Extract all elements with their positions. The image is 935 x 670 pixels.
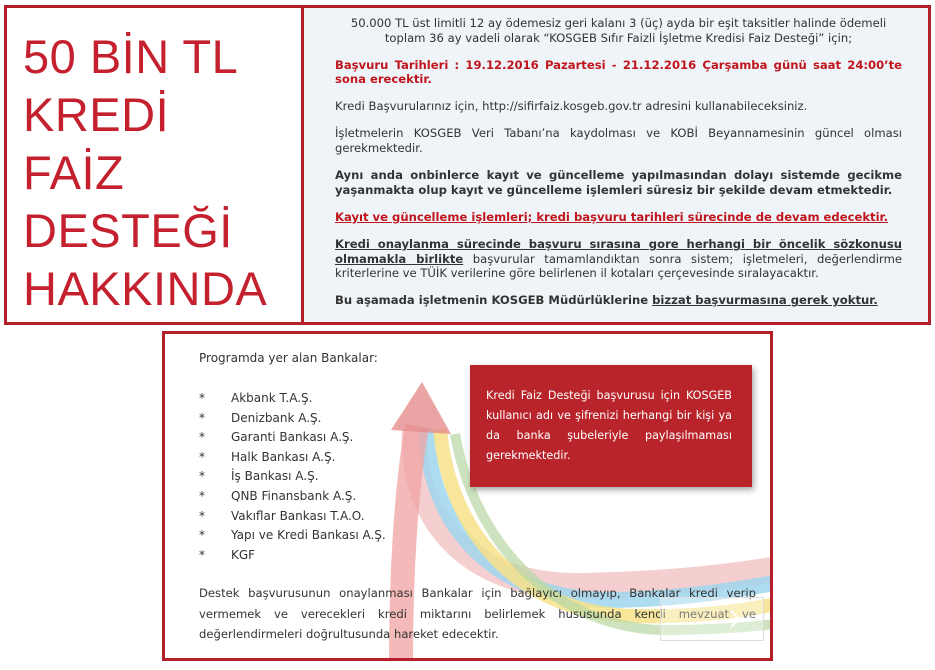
list-item (199, 428, 386, 448)
title-panel (7, 8, 304, 322)
list-item (199, 448, 386, 468)
approval-note-rest: başvurular tamamlandıktan sonra sistem; işletmeleri, değerlendirme kriterlerine ve TÜİK verilerine göre belirlenen il kotaları çerçevesinde sıralayacaktır. (335, 251, 902, 281)
bank-name: Halk Bankası A.Ş. (231, 449, 336, 464)
bank-name: Garanti Bankası A.Ş. (231, 430, 354, 445)
bank-name: Denizbank A.Ş. (231, 410, 322, 425)
bank-name: Yapı ve Kredi Bankası A.Ş. (231, 528, 386, 543)
title-line: DESTEĞİ (23, 204, 233, 257)
info-panel (4, 5, 931, 325)
bullet: * (199, 547, 205, 562)
list-item (199, 546, 386, 566)
bullet: * (199, 449, 205, 464)
title-line: 50 BİN TL (23, 30, 239, 83)
bullet: * (199, 430, 205, 445)
title-line: FAİZ (23, 146, 125, 199)
bank-list (199, 389, 386, 565)
list-item (199, 487, 386, 507)
no-visit-note-bold: Bu aşamada işletmenin KOSGEB Müdürlüklerine (335, 293, 653, 308)
list-item (199, 467, 386, 487)
bullet: * (199, 469, 205, 484)
list-item (199, 389, 386, 409)
warning-text: Kredi Faiz Desteği başvurusu için KOSGEB kullanıcı adı ve şifrenizi herhangi bir kişi ya da banka şubeleriyle paylaşılmaması gerekmektedir. (486, 389, 732, 462)
intro-paragraph: 50.000 TL üst limitli 12 ay ödemesiz geri kalanı 3 (üç) ayda bir eşit taksitler halinde ödemeli toplam 36 ay vadeli olarak “KOSGEB Sıfır Faizli İşletme Kredisi Faiz Desteği” için; (350, 16, 887, 45)
page-title (23, 28, 267, 318)
application-url-note: Kredi Başvurularınız için, http://sifirfaiz.kosgeb.gov.tr adresini kullanabileceksiniz. (335, 99, 808, 114)
bullet: * (199, 508, 205, 523)
banks-footer-text: Destek başvurusunun onaylanması Bankalar için bağlayıcı olmayıp, Bankalar kredi verip vermemek ve verecekleri kredi miktarını belirlemek hususunda kendi mevzuat ve değerlendirmeleri doğrultusunda hareket edecektir. (199, 586, 756, 641)
list-item (199, 409, 386, 429)
chevron-right-icon (661, 598, 763, 640)
warning-box (470, 365, 752, 487)
bank-name: İş Bankası A.Ş. (231, 469, 319, 484)
application-dates: Başvuru Tarihleri : 19.12.2016 Pazartesi - 21.12.2016 Çarşamba günü saat 24:00’te sona erecektir. (335, 57, 902, 87)
banks-panel (162, 331, 773, 661)
no-visit-note (335, 293, 902, 308)
title-line: HAKKINDA (23, 262, 268, 315)
approval-note (335, 237, 902, 281)
bullet: * (199, 391, 205, 405)
list-item (199, 526, 386, 546)
bank-name: KGF (231, 547, 256, 562)
info-text (335, 16, 902, 320)
bank-name: Vakıflar Bankası T.A.O. (231, 508, 365, 523)
update-note: Kayıt ve güncelleme işlemleri; kredi başvuru tarihleri sürecinde de devam edecektir. (335, 209, 889, 224)
no-visit-note-underline: bizzat başvurmasına gerek yoktur. (652, 293, 878, 308)
bank-name: QNB Finansbank A.Ş. (231, 488, 357, 503)
bank-name: Akbank T.A.Ş. (231, 391, 313, 405)
info-text-panel (304, 8, 928, 322)
bullet: * (199, 528, 205, 543)
banks-title: Programda yer alan Bankalar: (199, 351, 378, 365)
bullet: * (199, 488, 205, 503)
title-line: KREDİ (23, 88, 170, 141)
next-arrow-button[interactable] (660, 597, 764, 641)
registration-note: İşletmelerin KOSGEB Veri Tabanı’na kaydolması ve KOBİ Beyannamesinin güncel olması gerekmektedir. (335, 126, 902, 156)
list-item (199, 507, 386, 527)
bullet: * (199, 410, 205, 425)
approval-note-bold: Kredi onaylanma sürecinde başvuru sırasına gore herhangi bir öncelik sözkonusu olmamakla birlikte (335, 236, 902, 266)
delay-note: Aynı anda onbinlerce kayıt ve güncelleme yapılmasından dolayı sistemde gecikme yaşanmakta olup kayıt ve güncelleme işlemleri süresiz bir şekilde devam etmektedir. (335, 168, 902, 197)
